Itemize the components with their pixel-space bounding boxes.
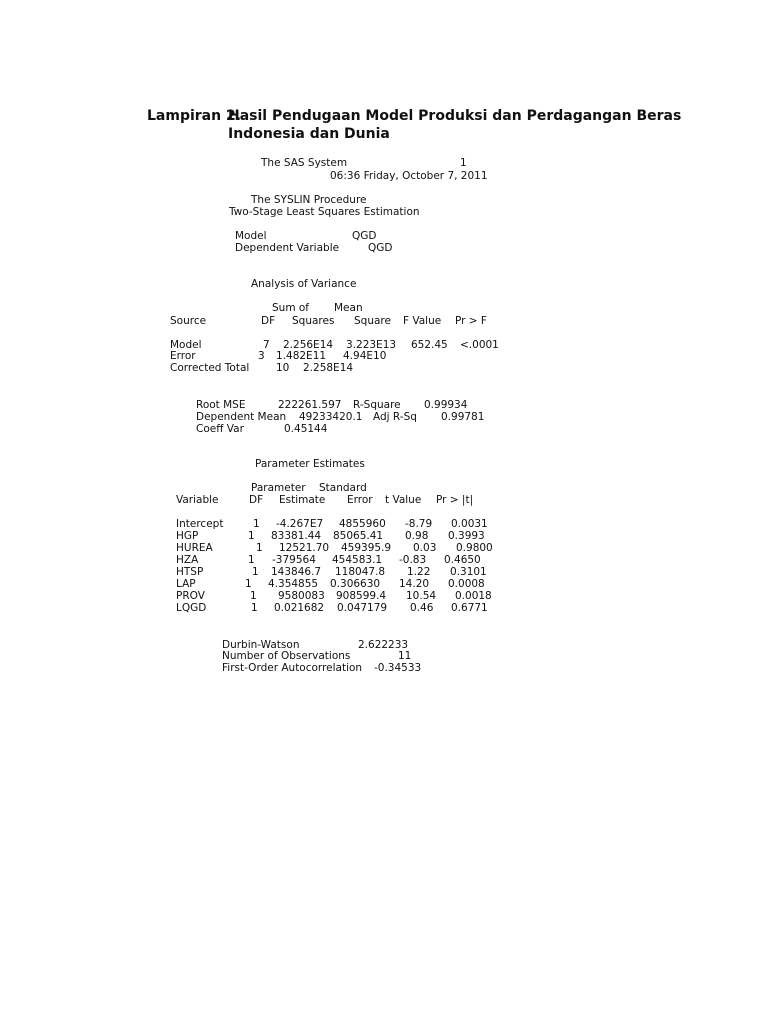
anova-source: Corrected Total	[170, 362, 250, 374]
param-se: 459395.9	[341, 542, 392, 554]
dep-mean-value: 49233420.1	[299, 411, 363, 423]
param-estimate: -4.267E7	[276, 518, 324, 530]
param-variable: PROV	[176, 590, 205, 602]
params-title: Parameter Estimates	[255, 458, 365, 470]
anova-header-f: F Value	[403, 315, 442, 327]
param-t: 0.03	[413, 542, 437, 554]
params-header-t: t Value	[385, 494, 422, 506]
durbin-watson-value: 2.622233	[358, 639, 409, 651]
procedure-name: The SYSLIN Procedure	[251, 194, 367, 206]
depvar-value: QGD	[368, 242, 393, 254]
adj-rsq-value: 0.99781	[441, 411, 485, 423]
params-header-est-top: Parameter	[251, 482, 306, 494]
anova-ms: 4.94E10	[343, 350, 387, 362]
heading-line1: Hasil Pendugaan Model Produksi dan Perdagangan Beras	[228, 108, 682, 124]
sas-datetime: 06:36 Friday, October 7, 2011	[330, 170, 488, 182]
param-p: 0.0018	[455, 590, 492, 602]
param-df: 1	[245, 578, 252, 590]
param-se: 0.047179	[337, 602, 388, 614]
param-df: 1	[256, 542, 263, 554]
param-t: -0.83	[399, 554, 427, 566]
anova-header-p: Pr > F	[455, 315, 487, 327]
anova-header-sum-bottom: Squares	[292, 315, 335, 327]
param-variable: LQGD	[176, 602, 207, 614]
anova-title: Analysis of Variance	[251, 278, 357, 290]
params-header-se-top: Standard	[319, 482, 367, 494]
param-t: 1.22	[407, 566, 431, 578]
rsq-value: 0.99934	[424, 399, 468, 411]
params-header-p: Pr > |t|	[436, 494, 474, 506]
param-df: 1	[252, 566, 259, 578]
estimation-method: Two-Stage Least Squares Estimation	[229, 206, 420, 218]
param-p: 0.6771	[451, 602, 488, 614]
param-estimate: 0.021682	[274, 602, 325, 614]
durbin-watson-label: Durbin-Watson	[222, 639, 300, 651]
root-mse-value: 222261.597	[278, 399, 342, 411]
param-se: 454583.1	[332, 554, 383, 566]
param-p: 0.9800	[456, 542, 493, 554]
coeff-var-value: 0.45144	[284, 423, 328, 435]
param-t: -8.79	[405, 518, 433, 530]
anova-source: Model	[170, 339, 202, 351]
param-se: 0.306630	[330, 578, 381, 590]
anova-df: 3	[258, 350, 265, 362]
param-df: 1	[250, 590, 257, 602]
param-variable: Intercept	[176, 518, 224, 530]
anova-header-source: Source	[170, 315, 207, 327]
param-se: 908599.4	[336, 590, 387, 602]
param-p: 0.4650	[444, 554, 481, 566]
anova-header-mean-top: Mean	[334, 302, 363, 314]
param-df: 1	[251, 602, 258, 614]
param-estimate: 83381.44	[271, 530, 322, 542]
param-variable: HTSP	[176, 566, 204, 578]
anova-header-df: DF	[261, 315, 276, 327]
param-p: 0.3101	[450, 566, 487, 578]
param-estimate: 9580083	[278, 590, 325, 602]
anova-source: Error	[170, 350, 196, 362]
anova-header-mean-bottom: Square	[354, 315, 391, 327]
anova-ss: 2.258E14	[303, 362, 354, 374]
anova-df: 7	[263, 339, 270, 351]
nobs-value: 11	[398, 650, 412, 662]
heading-prefix: Lampiran 2.	[147, 108, 242, 124]
sas-system-title: The SAS System	[261, 157, 348, 169]
heading-line2: Indonesia dan Dunia	[228, 126, 390, 142]
params-header-est-bottom: Estimate	[279, 494, 326, 506]
nobs-label: Number of Observations	[222, 650, 351, 662]
anova-header-sum-top: Sum of	[272, 302, 310, 314]
param-t: 0.46	[410, 602, 434, 614]
coeff-var-label: Coeff Var	[196, 423, 244, 435]
params-header-df: DF	[249, 494, 264, 506]
param-variable: HUREA	[176, 542, 213, 554]
param-df: 1	[253, 518, 260, 530]
autocorr-value: -0.34533	[374, 662, 422, 674]
param-estimate: 143846.7	[271, 566, 322, 578]
param-t: 10.54	[406, 590, 437, 602]
root-mse-label: Root MSE	[196, 399, 246, 411]
rsq-label: R-Square	[353, 399, 401, 411]
model-label: Model	[235, 230, 267, 242]
anova-f: 652.45	[411, 339, 448, 351]
anova-df: 10	[276, 362, 290, 374]
param-t: 0.98	[405, 530, 429, 542]
params-header-se-bottom: Error	[347, 494, 373, 506]
model-value: QGD	[352, 230, 377, 242]
param-estimate: 12521.70	[279, 542, 330, 554]
anova-ss: 1.482E11	[276, 350, 327, 362]
param-variable: HZA	[176, 554, 199, 566]
param-se: 4855960	[339, 518, 386, 530]
param-p: 0.0031	[451, 518, 488, 530]
anova-ss: 2.256E14	[283, 339, 334, 351]
autocorr-label: First-Order Autocorrelation	[222, 662, 363, 674]
depvar-label: Dependent Variable	[235, 242, 340, 254]
param-p: 0.0008	[448, 578, 485, 590]
param-p: 0.3993	[448, 530, 485, 542]
param-variable: HGP	[176, 530, 199, 542]
param-df: 1	[248, 554, 255, 566]
anova-ms: 3.223E13	[346, 339, 397, 351]
param-se: 85065.41	[333, 530, 384, 542]
param-estimate: 4.354855	[268, 578, 319, 590]
param-se: 118047.8	[335, 566, 386, 578]
params-header-variable: Variable	[176, 494, 219, 506]
adj-rsq-label: Adj R-Sq	[373, 411, 417, 423]
param-estimate: -379564	[272, 554, 316, 566]
param-t: 14.20	[399, 578, 430, 590]
param-df: 1	[248, 530, 255, 542]
sas-page-number: 1	[460, 157, 467, 169]
dep-mean-label: Dependent Mean	[196, 411, 287, 423]
anova-p: <.0001	[460, 339, 499, 351]
param-variable: LAP	[176, 578, 196, 590]
